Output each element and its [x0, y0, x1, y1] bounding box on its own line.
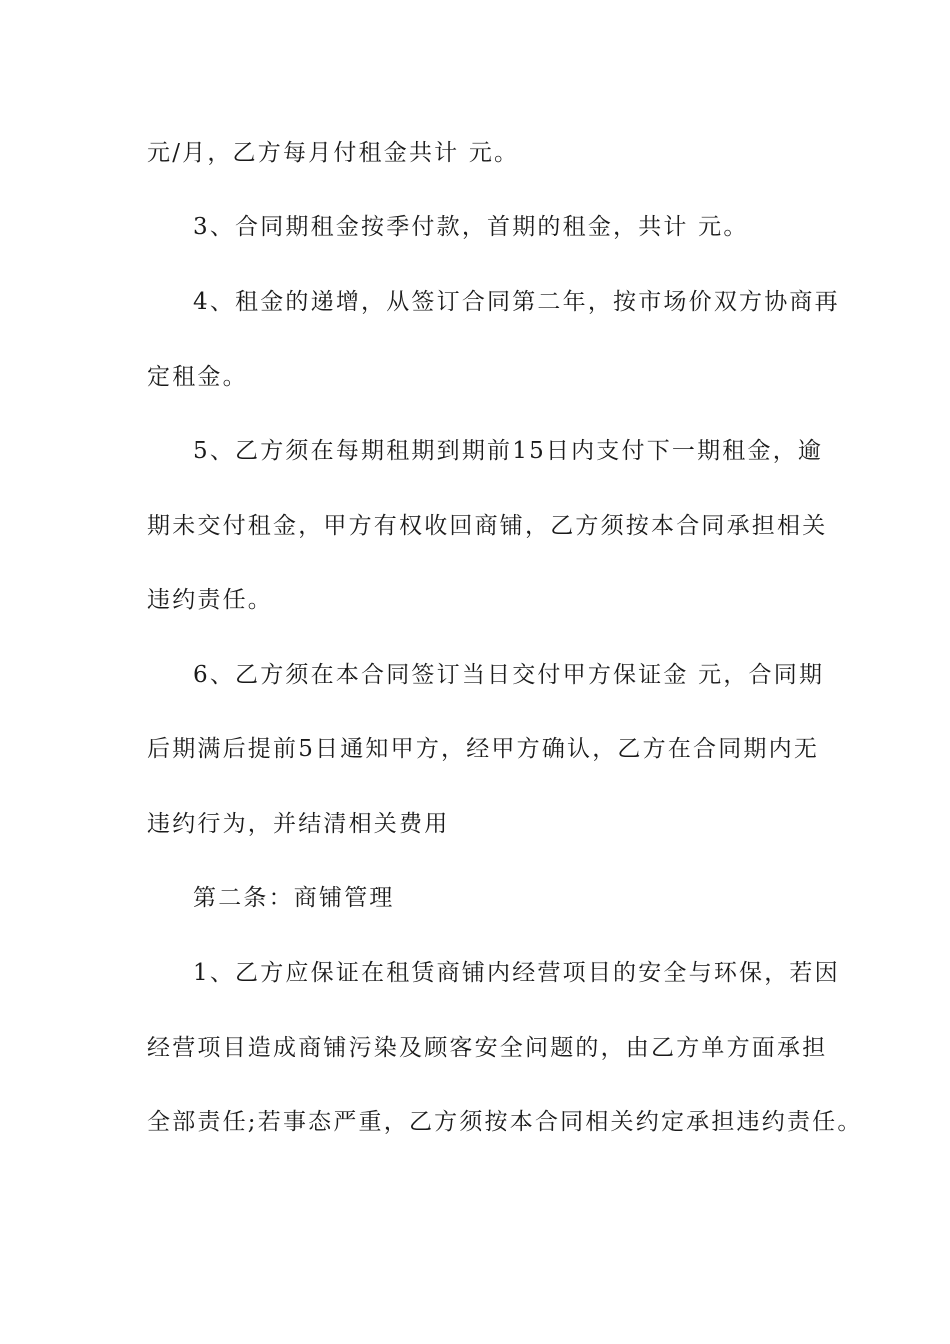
text-line: 5、乙方须在每期租期到期前15日内支付下一期租金，逾: [193, 438, 824, 464]
text-line: 元/月，乙方每月付租金共计 元。: [147, 140, 520, 166]
text-line: 4、租金的递增，从签订合同第二年，按市场价双方协商再: [193, 289, 840, 315]
text-line: 违约责任。: [147, 587, 273, 613]
text-line: 后期满后提前5日通知甲方，经甲方确认，乙方在合同期内无: [147, 736, 820, 762]
text-line: 6、乙方须在本合同签订当日交付甲方保证金 元，合同期: [193, 662, 825, 688]
section-heading: 第二条：商铺管理: [193, 885, 395, 911]
text-line: 3、合同期租金按季付款，首期的租金，共计 元。: [193, 214, 749, 240]
text-line: 全部责任;若事态严重，乙方须按本合同相关约定承担违约责任。: [147, 1109, 863, 1135]
text-line: 期未交付租金，甲方有权收回商铺，乙方须按本合同承担相关: [147, 513, 828, 539]
text-line: 违约行为，并结清相关费用: [147, 811, 450, 837]
text-line: 经营项目造成商铺污染及顾客安全问题的，由乙方单方面承担: [147, 1035, 828, 1061]
text-line: 1、乙方应保证在租赁商铺内经营项目的安全与环保，若因: [193, 960, 840, 986]
text-line: 定租金。: [147, 364, 248, 390]
